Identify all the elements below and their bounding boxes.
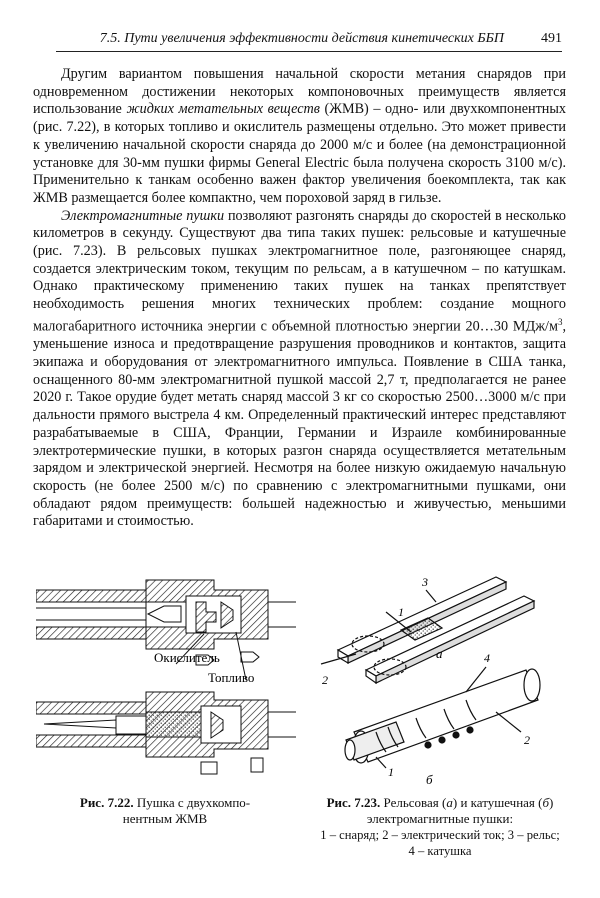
oxidizer-label: Окислитель: [154, 650, 220, 665]
p2-text-b: , уменьшение износа и предотвращение разрушения проводников и контактов, защита экипажа и оборудования от электромагнитного импульса. Появление в США танка, оснащенного 80-мм электромагнитной пушкой массой 2,7 т, предполагается не ранее 2020 г. Такое орудие будет метать снаряд массой 3 кг со скоростью 2500…3000 м/с при дальности прямого выстрела 4 км. Определенный практический интерес представляют разрабатываемые в США, Франции, Германии и Израиле комбинированные электротермические пушки, в которых разгон снаряда осуществляется метательным зарядом и электрической энергией. Несмотря на более низкую ожидаемую начальную скорость (не более 2500 м/с) по сравнению с электромагнитными пушками, они обладают рядом преимуществ: большей надежностью и живучестью, меньшими габаритами и стоимостью.: [33, 318, 566, 530]
p1-text-a: Другим вариантом повышения начальной скорости метания снарядов при одновременном достижении некоторых компоновочных преимуществ является использование: [33, 66, 566, 118]
figure-7-22-caption: [50, 795, 280, 827]
figure-7-23-caption-text1: Рельсовая (: [380, 795, 447, 810]
coil-marker-4: 4: [484, 651, 490, 665]
running-header: [56, 31, 562, 53]
coil-gun-label-b: б: [426, 772, 433, 787]
figure-7-22-caption-line1: [50, 795, 280, 811]
rail-marker-2: 2: [322, 673, 328, 687]
rail-marker-1: 1: [398, 605, 404, 619]
figure-7-23-caption-text2: ) и катушечная (: [452, 795, 543, 810]
fuel-label: Топливо: [208, 670, 255, 685]
rail-gun-diagram: [321, 577, 534, 683]
figure-7-23-caption-line1: [300, 795, 580, 811]
figure-7-23-caption: [300, 795, 580, 859]
p1-text-b: (ЖМВ) – одно- или двухкомпонентных (рис. 7.22), в которых топливо и окислитель размещены отдельно. Это может привести к увеличению начальной скорости снаряда до 2000 м/с и более (на демонстрационной установке для 30-мм пушки фирмы General Electric была получена скорость 3100 м/с). Применительно к танкам особенно важен фактор увеличения боекомплекта, так как ЖМВ размещается более компактно, чем пороховой заряд в гильзе.: [33, 101, 567, 206]
page-number: 491: [541, 31, 562, 46]
figure-7-23-caption-a: а: [446, 795, 453, 810]
figure-7-23-caption-line2: электромагнитные пушки:: [366, 811, 514, 826]
figure-7-23-caption-text3: ): [549, 795, 554, 810]
coil-marker-2: 2: [524, 733, 530, 747]
figure-7-22-caption-line2: нентным ЖМВ: [122, 811, 208, 826]
figure-7-22-drawing: [36, 572, 298, 787]
figure-7-23-drawing: [316, 572, 566, 787]
figure-7-22: [36, 572, 298, 787]
rail-marker-3: 3: [422, 575, 428, 589]
term-em-guns: Электромагнитные пушки: [61, 207, 225, 224]
header-rule: [56, 51, 562, 52]
paragraph-liquid-propellants: [33, 66, 566, 208]
figure-7-22-number: Рис. 7.22.: [79, 795, 134, 810]
figure-7-22-caption-text1: Пушка с двухкомпо-: [133, 795, 251, 810]
upper-gun-section: [36, 580, 296, 680]
term-liquid-propellants: жидких метательных веществ: [126, 101, 320, 118]
p2-text-a: позволяют разгонять снаряды до скоростей в несколько километров в секунду. Существуют два типа таких пушек: рельсовые и катушечные (рис. 7.23). В рельсовых пушках электромагнитное поле, разгоняющее снаряд, создается электрическим током, текущим по рельсам, а в катушечном – по катушкам. Однако практическому применению таких пушек на танках препятствует необходимость решения многих технических проблем: создание мощного малогабаритного источника энергии с объемной плотностью энергии 20…30 МДж/м: [33, 207, 566, 335]
lower-gun-section: [36, 692, 296, 774]
paragraph-em-guns: [33, 208, 566, 531]
figure-7-23-legend-line2: 4 – катушка: [408, 844, 472, 858]
figure-7-23-caption-b: б: [542, 795, 550, 810]
figure-7-23-legend-line1: 1 – снаряд; 2 – электрический ток; 3 – рельс;: [320, 828, 560, 842]
figure-7-23: [316, 572, 566, 787]
header-title: 7.5. Пути увеличения эффективности действия кинетических ББП: [99, 31, 504, 46]
rail-gun-label-a: а: [436, 646, 443, 661]
p2-superscript: 3: [557, 316, 563, 327]
figure-7-23-number: Рис. 7.23.: [326, 795, 381, 810]
coil-marker-1: 1: [388, 765, 394, 779]
body-text: [33, 66, 566, 531]
